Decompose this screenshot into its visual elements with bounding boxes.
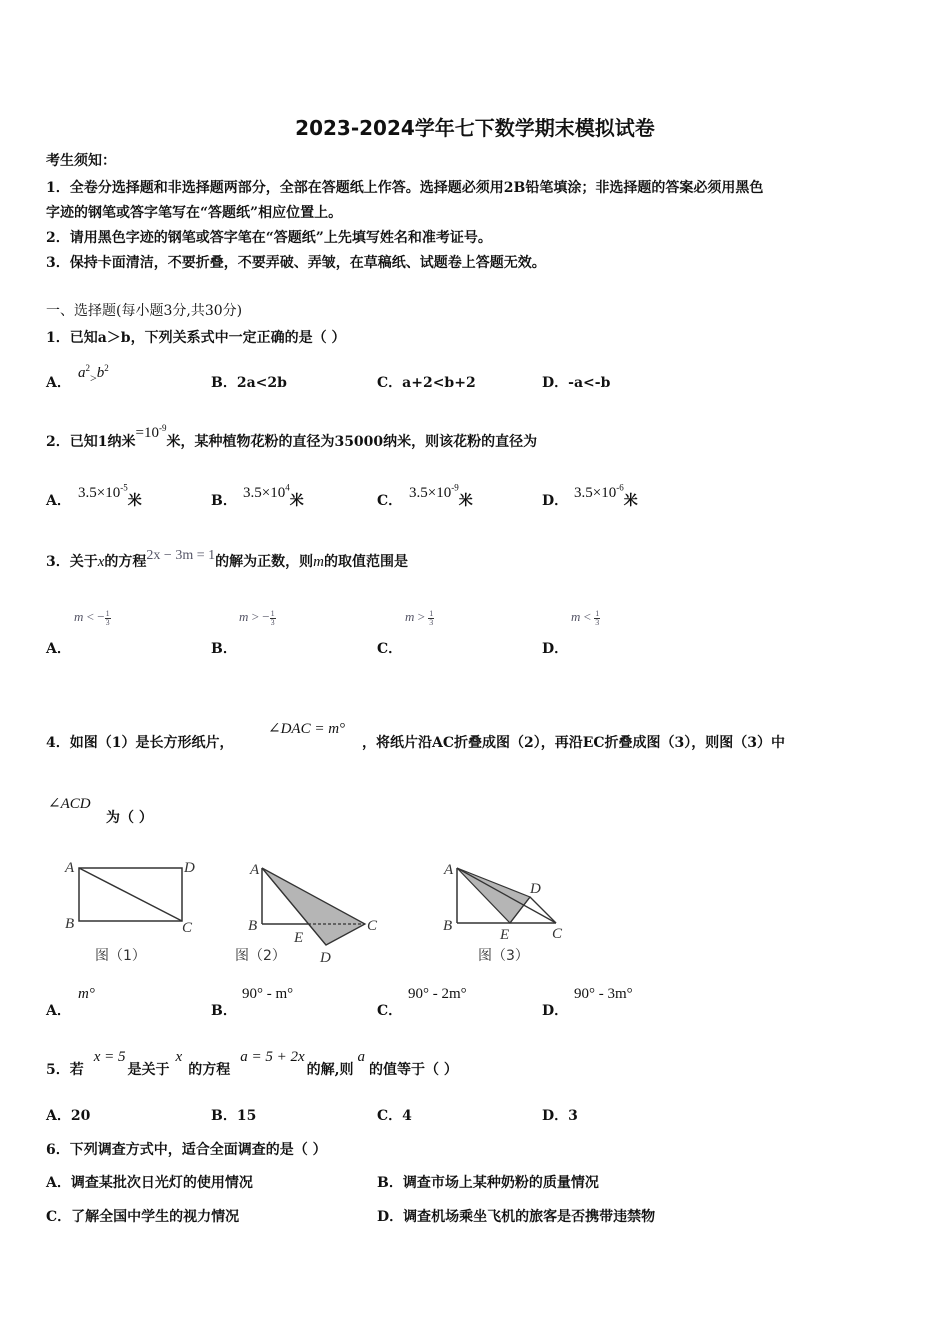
q5-option-d: D．3	[542, 1108, 578, 1124]
q3-option-c-label: C．	[377, 641, 403, 657]
q2-option-d-label: D．	[542, 493, 569, 509]
q2-option-c-label: C．	[377, 493, 403, 509]
q3-option-b: m > − $\frac{1}{3}$	[239, 608, 275, 627]
fig3-caption: 图（3）	[478, 948, 529, 964]
fig1-caption: 图（1）	[95, 948, 146, 964]
q3-option-a-label: A．	[46, 641, 71, 657]
q3-option-b-label: B．	[211, 641, 237, 657]
q3-option-d: m < $\frac{1}{3}$	[571, 608, 600, 627]
question-4-stem-end: 为（ ）	[106, 810, 153, 826]
q2-option-a: $3.5\times 10^{-5}$米	[78, 482, 142, 509]
q1-option-b: B．2a<2b	[211, 375, 287, 391]
notice-item: 1．全卷分选择题和非选择题两部分，全部在答题纸上作答。选择题必须用2B铅笔填涂；非选择题的答案必须用黑色	[46, 180, 764, 196]
q4-option-d: 90° - 3m°	[574, 986, 633, 1002]
q6-option-b: B．调查市场上某种奶粉的质量情况	[377, 1175, 599, 1191]
figure-2	[230, 850, 400, 975]
question-4-stem-cont: ，将纸片沿AC折叠成图（2），再沿EC折叠成图（3），则图（3）中	[362, 735, 786, 751]
q2-option-b-label: B．	[211, 493, 237, 509]
fig2-caption: 图（2）	[235, 948, 286, 964]
q4-option-a-label: A．	[46, 1003, 71, 1019]
q3-option-d-label: D．	[542, 641, 569, 657]
q1-option-d: D．-a<-b	[542, 375, 611, 391]
fig2-label-a: A	[250, 862, 260, 878]
question-5-stem: 5．若x = 5是关于x的方程a = 5 + 2x的解,则a的值等于（ ）	[46, 1049, 458, 1078]
fig2-label-c: C	[367, 918, 378, 934]
fig3-label-a: A	[444, 862, 454, 878]
question-3-stem: 3．关于x的方程2x − 3m = 1的解为正数，则m的取值范围是	[46, 548, 408, 570]
figure-1	[55, 850, 215, 970]
question-1-stem: 1．已知a＞b，下列关系式中一定正确的是（ ）	[46, 330, 346, 346]
question-2-stem: 2．已知1纳米$=10^{-9}$米，某种植物花粉的直径为35000纳米，则该花粉的直径为	[46, 423, 538, 450]
q1-option-c: C．a+2<b+2	[377, 375, 476, 391]
fig3-label-e: E	[500, 927, 510, 943]
q4-option-b: 90° - m°	[242, 986, 294, 1002]
q5-option-a: A．20	[46, 1108, 91, 1124]
figure-3	[430, 850, 580, 970]
fig1-label-c: C	[182, 920, 193, 936]
question-4-stem: 4．如图（1）是长方形纸片，	[46, 735, 234, 751]
notice-item: 2．请用黑色字迹的钢笔或答字笔在“答题纸”上先填写姓名和准考证号。	[46, 230, 492, 246]
q6-option-c: C．了解全国中学生的视力情况	[46, 1209, 240, 1225]
q3-option-a: m < − $\frac{1}{3}$	[74, 608, 110, 627]
notice-item: 字迹的钢笔或答字笔写在“答题纸”相应位置上。	[46, 205, 343, 221]
fig1-label-b: B	[65, 916, 75, 932]
q5-option-c: C．4	[377, 1108, 412, 1124]
q4-option-a: m°	[78, 986, 95, 1002]
q1-option-a-math: $a^2_>b^2$	[78, 363, 109, 385]
fig3-label-d: D	[530, 881, 541, 897]
fig3-label-b: B	[443, 918, 453, 934]
question-6-stem: 6．下列调查方式中，适合全面调查的是（ ）	[46, 1142, 327, 1158]
q2-option-a-label: A．	[46, 493, 71, 509]
fig1-label-d: D	[184, 860, 195, 876]
q4-option-c: 90° - 2m°	[408, 986, 467, 1002]
page-title: 2023-2024学年七下数学期末模拟试卷	[295, 116, 655, 140]
q4-angle-acd: ∠ACD	[48, 796, 91, 812]
notice-heading: 考生须知：	[46, 153, 116, 169]
q2-option-d: $3.5\times 10^{-6}$米	[574, 482, 638, 509]
q2-option-c: $3.5\times 10^{-9}$米	[409, 482, 473, 509]
q4-option-d-label: D．	[542, 1003, 569, 1019]
q4-option-c-label: C．	[377, 1003, 403, 1019]
q5-option-b: B．15	[211, 1108, 257, 1124]
q2-option-b: $3.5\times 10^4$米	[243, 482, 304, 509]
q3-option-c: m > $\frac{1}{3}$	[405, 608, 434, 627]
fig3-label-c: C	[552, 926, 563, 942]
fig2-label-e: E	[294, 930, 304, 946]
fig2-label-b: B	[248, 918, 258, 934]
section-heading: 一、选择题(每小题3分,共30分)	[46, 303, 243, 319]
fig2-label-d: D	[320, 950, 331, 966]
q6-option-d: D．调查机场乘坐飞机的旅客是否携带违禁物	[377, 1209, 656, 1225]
notice-item: 3．保持卡面清洁，不要折叠，不要弄破、弄皱，在草稿纸、试题卷上答题无效。	[46, 255, 546, 271]
q4-angle-math: ∠DAC = m°	[268, 721, 346, 737]
q4-option-b-label: B．	[211, 1003, 237, 1019]
q1-option-a-label: A．	[46, 375, 71, 391]
fig1-label-a: A	[65, 860, 75, 876]
q6-option-a: A．调查某批次日光灯的使用情况	[46, 1175, 253, 1191]
